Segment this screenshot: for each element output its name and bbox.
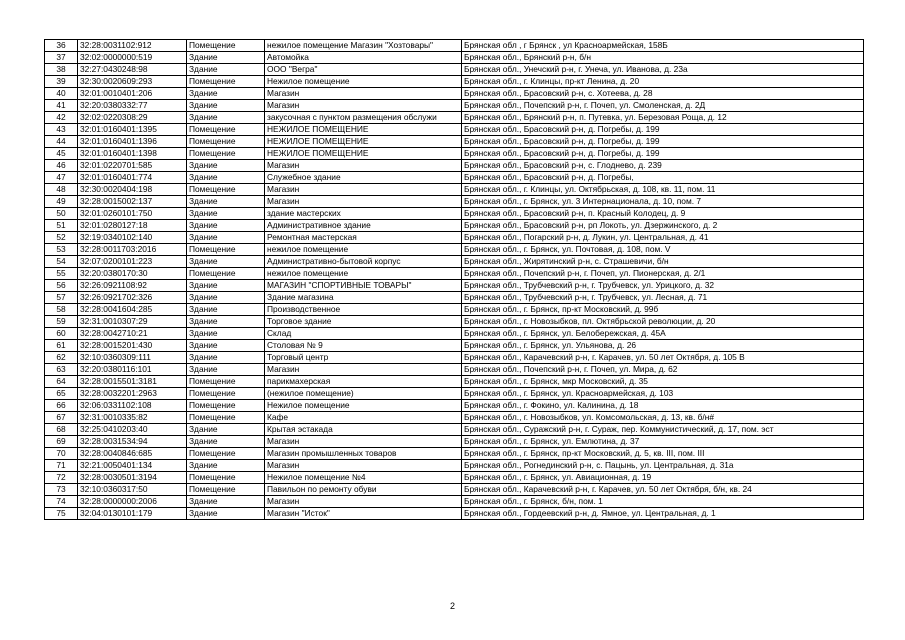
row-number-cell: 55 — [45, 268, 78, 280]
object-name-cell: Административное здание — [265, 220, 462, 232]
table-row — [45, 256, 864, 268]
table-row — [45, 376, 864, 388]
object-type-cell: Здание — [187, 424, 265, 436]
object-type-cell: Помещение — [187, 448, 265, 460]
row-number-cell: 51 — [45, 220, 78, 232]
object-name-cell: Служебное здание — [265, 172, 462, 184]
row-number-cell: 37 — [45, 52, 78, 64]
row-number-cell: 58 — [45, 304, 78, 316]
row-number-cell: 57 — [45, 292, 78, 304]
address-cell: Брянская обл., г. Брянск, ул. Красноармейская, д. 103 — [462, 388, 864, 400]
cadastral-number-cell: 32:28:0011703:2016 — [78, 244, 187, 256]
address-cell: Брянская обл., Рогнединский р-н, с. Пацынь, ул. Центральная, д. 31а — [462, 460, 864, 472]
cadastral-number-cell: 32:01:0260101:750 — [78, 208, 187, 220]
object-type-cell: Помещение — [187, 124, 265, 136]
object-type-cell: Помещение — [187, 400, 265, 412]
object-name-cell: НЕЖИЛОЕ ПОМЕЩЕНИЕ — [265, 136, 462, 148]
table-row — [45, 160, 864, 172]
row-number-cell: 43 — [45, 124, 78, 136]
object-type-cell: Помещение — [187, 76, 265, 88]
cadastral-number-cell: 32:19:0340102:140 — [78, 232, 187, 244]
address-cell: Брянская обл., Брянский р-н, п. Путевка, ул. Березовая Роща, д. 12 — [462, 112, 864, 124]
cadastral-number-cell: 32:01:0160401:1395 — [78, 124, 187, 136]
cadastral-number-cell: 32:01:0160401:1398 — [78, 148, 187, 160]
cadastral-number-cell: 32:01:0160401:774 — [78, 172, 187, 184]
object-type-cell: Помещение — [187, 184, 265, 196]
object-name-cell: Кафе — [265, 412, 462, 424]
row-number-cell: 53 — [45, 244, 78, 256]
cadastral-number-cell: 32:31:0010307:29 — [78, 316, 187, 328]
object-name-cell: МАГАЗИН "СПОРТИВНЫЕ ТОВАРЫ" — [265, 280, 462, 292]
address-cell: Брянская обл., Карачевский р-н, г. Карачев, ул. 50 лет Октября, б/н, кв. 24 — [462, 484, 864, 496]
address-cell: Брянская обл., г. Брянск, ул. Ульянова, д. 26 — [462, 340, 864, 352]
address-cell: Брянская обл., Брасовский р-н, д. Погребы, д. 199 — [462, 148, 864, 160]
table-row — [45, 196, 864, 208]
table-row — [45, 88, 864, 100]
object-type-cell: Здание — [187, 52, 265, 64]
cadastral-number-cell: 32:01:0010401:206 — [78, 88, 187, 100]
table-row — [45, 316, 864, 328]
row-number-cell: 68 — [45, 424, 78, 436]
table-row — [45, 52, 864, 64]
page-number: 2 — [449, 601, 455, 611]
address-cell: Брянская обл., Трубчевский р-н, г. Трубчевск, ул. Лесная, д. 71 — [462, 292, 864, 304]
object-type-cell: Помещение — [187, 376, 265, 388]
object-name-cell: Здание магазина — [265, 292, 462, 304]
address-cell: Брянская обл., Почепский р-н, г. Почеп, ул. Смоленская, д. 2Д — [462, 100, 864, 112]
address-cell: Брянская обл., Брасовский р-н, с. Глоднево, д. 239 — [462, 160, 864, 172]
cadastral-number-cell: 32:30:0020609:293 — [78, 76, 187, 88]
object-name-cell: Магазин — [265, 460, 462, 472]
object-type-cell: Здание — [187, 508, 265, 520]
address-cell: Брянская обл., г. Брянск, мкр Московский, д. 35 — [462, 376, 864, 388]
object-type-cell: Помещение — [187, 412, 265, 424]
table-row — [45, 424, 864, 436]
cadastral-number-cell: 32:01:0280127:18 — [78, 220, 187, 232]
cadastral-number-cell: 32:02:0220308:29 — [78, 112, 187, 124]
table-row — [45, 388, 864, 400]
object-type-cell: Помещение — [187, 484, 265, 496]
table-row — [45, 148, 864, 160]
object-type-cell: Здание — [187, 172, 265, 184]
object-name-cell: Магазин — [265, 364, 462, 376]
address-cell: Брянская обл., г. Брянск, пр-кт Московский, д. 99б — [462, 304, 864, 316]
cadastral-number-cell: 32:20:0380116:101 — [78, 364, 187, 376]
object-name-cell: нежилое помещение — [265, 244, 462, 256]
row-number-cell: 47 — [45, 172, 78, 184]
row-number-cell: 65 — [45, 388, 78, 400]
cadastral-number-cell: 32:28:0030501:3194 — [78, 472, 187, 484]
table-row — [45, 76, 864, 88]
object-name-cell: Производственное — [265, 304, 462, 316]
object-type-cell: Здание — [187, 316, 265, 328]
table-row — [45, 472, 864, 484]
object-type-cell: Здание — [187, 496, 265, 508]
row-number-cell: 74 — [45, 496, 78, 508]
table-row — [45, 112, 864, 124]
table-row — [45, 304, 864, 316]
object-name-cell: ООО "Вегра" — [265, 64, 462, 76]
cadastral-number-cell: 32:01:0220701:585 — [78, 160, 187, 172]
address-cell: Брянская обл., Суражский р-н, г. Сураж, пер. Коммунистический, д. 17, пом. эст — [462, 424, 864, 436]
address-cell: Брянская обл., г. Новозыбков, пл. Октябрьской революции, д. 20 — [462, 316, 864, 328]
cadastral-number-cell: 32:28:0031534:94 — [78, 436, 187, 448]
row-number-cell: 46 — [45, 160, 78, 172]
row-number-cell: 72 — [45, 472, 78, 484]
address-cell: Брянская обл., Брасовский р-н, п. Красный Колодец, д. 9 — [462, 208, 864, 220]
table-row — [45, 448, 864, 460]
row-number-cell: 45 — [45, 148, 78, 160]
table-row — [45, 220, 864, 232]
cadastral-number-cell: 32:28:0031102:912 — [78, 40, 187, 52]
row-number-cell: 75 — [45, 508, 78, 520]
object-type-cell: Здание — [187, 304, 265, 316]
cadastral-number-cell: 32:21:0050401:134 — [78, 460, 187, 472]
cadastral-number-cell: 32:10:0360317:50 — [78, 484, 187, 496]
object-name-cell: нежилое помещение Магазин "Хозтовары" — [265, 40, 462, 52]
row-number-cell: 71 — [45, 460, 78, 472]
object-name-cell: Магазин промышленных товаров — [265, 448, 462, 460]
address-cell: Брянская обл., Брянский р-н, б/н — [462, 52, 864, 64]
table-row — [45, 100, 864, 112]
property-registry-table — [44, 39, 864, 520]
cadastral-number-cell: 32:28:0042710:21 — [78, 328, 187, 340]
row-number-cell: 38 — [45, 64, 78, 76]
table-row — [45, 280, 864, 292]
row-number-cell: 44 — [45, 136, 78, 148]
address-cell: Брянская обл., г. Новозыбков, ул. Комсомольская, д. 13, кв. б/н# — [462, 412, 864, 424]
cadastral-number-cell: 32:28:0040846:685 — [78, 448, 187, 460]
object-name-cell: Крытая эстакада — [265, 424, 462, 436]
address-cell: Брянская обл., г. Брянск, ул. Почтовая, д. 108, пом. V — [462, 244, 864, 256]
object-name-cell: Автомойка — [265, 52, 462, 64]
table-row — [45, 340, 864, 352]
object-type-cell: Здание — [187, 436, 265, 448]
table-row — [45, 484, 864, 496]
object-name-cell: Нежилое помещение — [265, 400, 462, 412]
object-name-cell: Магазин — [265, 496, 462, 508]
object-type-cell: Здание — [187, 364, 265, 376]
cadastral-number-cell: 32:26:0921108:92 — [78, 280, 187, 292]
object-type-cell: Здание — [187, 280, 265, 292]
object-type-cell: Здание — [187, 292, 265, 304]
table-row — [45, 136, 864, 148]
cadastral-number-cell: 32:20:0380332:77 — [78, 100, 187, 112]
table-row — [45, 208, 864, 220]
cadastral-number-cell: 32:07:0200101:223 — [78, 256, 187, 268]
object-type-cell: Здание — [187, 160, 265, 172]
cadastral-number-cell: 32:28:0032201:2963 — [78, 388, 187, 400]
row-number-cell: 62 — [45, 352, 78, 364]
row-number-cell: 63 — [45, 364, 78, 376]
cadastral-number-cell: 32:02:0000000:519 — [78, 52, 187, 64]
cadastral-number-cell: 32:25:0410203:40 — [78, 424, 187, 436]
object-type-cell: Здание — [187, 88, 265, 100]
table-row — [45, 124, 864, 136]
object-name-cell: Торговое здание — [265, 316, 462, 328]
address-cell: Брянская обл., Гордеевский р-н, д. Ямное, ул. Центральная, д. 1 — [462, 508, 864, 520]
object-name-cell: Магазин — [265, 160, 462, 172]
object-name-cell: Торговый центр — [265, 352, 462, 364]
object-type-cell: Здание — [187, 232, 265, 244]
address-cell: Брянская обл., г. Брянск, ул. 3 Интернационала, д. 10, пом. 7 — [462, 196, 864, 208]
address-cell: Брянская обл., Брасовский р-н, с. Хотеева, д. 28 — [462, 88, 864, 100]
row-number-cell: 69 — [45, 436, 78, 448]
address-cell: Брянская обл., г. Брянск, ул. Белобережская, д. 45А — [462, 328, 864, 340]
object-type-cell: Здание — [187, 64, 265, 76]
object-name-cell: парикмахерская — [265, 376, 462, 388]
object-type-cell: Здание — [187, 100, 265, 112]
table-row — [45, 436, 864, 448]
object-name-cell: Магазин "Исток" — [265, 508, 462, 520]
cadastral-number-cell: 32:27:0430248:98 — [78, 64, 187, 76]
row-number-cell: 50 — [45, 208, 78, 220]
address-cell: Брянская обл., Почепский р-н, г. Почеп, ул. Мира, д. 62 — [462, 364, 864, 376]
address-cell: Брянская обл., Жирятинский р-н, с. Страшевичи, б/н — [462, 256, 864, 268]
registry-body — [45, 40, 864, 520]
object-type-cell: Здание — [187, 196, 265, 208]
table-row — [45, 64, 864, 76]
table-row — [45, 508, 864, 520]
address-cell: Брянская обл., г. Клинцы, пр-кт Ленина, д. 20 — [462, 76, 864, 88]
address-cell: Брянская обл., г. Брянск, б/н, пом. 1 — [462, 496, 864, 508]
cadastral-number-cell: 32:26:0921702:326 — [78, 292, 187, 304]
row-number-cell: 56 — [45, 280, 78, 292]
object-name-cell: нежилое помещение — [265, 268, 462, 280]
object-type-cell: Здание — [187, 352, 265, 364]
address-cell: Брянская обл., Брасовский р-н, д. Погребы, — [462, 172, 864, 184]
address-cell: Брянская обл., г. Клинцы, ул. Октябрьская, д. 108, кв. 11, пом. 11 — [462, 184, 864, 196]
object-type-cell: Помещение — [187, 148, 265, 160]
address-cell: Брянская обл., Унечский р-н, г. Унеча, ул. Иванова, д. 23а — [462, 64, 864, 76]
object-name-cell: НЕЖИЛОЕ ПОМЕЩЕНИЕ — [265, 148, 462, 160]
row-number-cell: 42 — [45, 112, 78, 124]
address-cell: Брянская обл., Трубчевский р-н, г. Трубчевск, ул. Урицкого, д. 32 — [462, 280, 864, 292]
object-name-cell: Столовая № 9 — [265, 340, 462, 352]
address-cell: Брянская обл., г. Брянск, ул. Авиационная, д. 19 — [462, 472, 864, 484]
object-type-cell: Здание — [187, 328, 265, 340]
address-cell: Брянская обл , г Брянск , ул Красноармейская, 158Б — [462, 40, 864, 52]
object-name-cell: Магазин — [265, 196, 462, 208]
cadastral-number-cell: 32:30:0020404:198 — [78, 184, 187, 196]
object-name-cell: здание мастерских — [265, 208, 462, 220]
row-number-cell: 40 — [45, 88, 78, 100]
object-type-cell: Помещение — [187, 388, 265, 400]
cadastral-number-cell: 32:28:0015002:137 — [78, 196, 187, 208]
row-number-cell: 64 — [45, 376, 78, 388]
cadastral-number-cell: 32:01:0160401:1396 — [78, 136, 187, 148]
table-row — [45, 268, 864, 280]
object-type-cell: Здание — [187, 340, 265, 352]
object-name-cell: Нежилое помещение №4 — [265, 472, 462, 484]
cadastral-number-cell: 32:28:0041604:285 — [78, 304, 187, 316]
object-type-cell: Здание — [187, 220, 265, 232]
address-cell: Брянская обл., Погарский р-н, д. Лукин, ул. Центральная, д. 41 — [462, 232, 864, 244]
object-name-cell: НЕЖИЛОЕ ПОМЕЩЕНИЕ — [265, 124, 462, 136]
table-row — [45, 352, 864, 364]
object-name-cell: (нежилое помещение) — [265, 388, 462, 400]
object-type-cell: Здание — [187, 256, 265, 268]
object-name-cell: Магазин — [265, 184, 462, 196]
object-name-cell: Склад — [265, 328, 462, 340]
address-cell: Брянская обл., г. Брянск, пр-кт Московский, д. 5, кв. III, пом. III — [462, 448, 864, 460]
cadastral-number-cell: 32:04:0130101:179 — [78, 508, 187, 520]
cadastral-number-cell: 32:28:0015501:3181 — [78, 376, 187, 388]
object-type-cell: Здание — [187, 112, 265, 124]
address-cell: Брянская обл., г. Брянск, ул. Емлютина, д. 37 — [462, 436, 864, 448]
table-row — [45, 412, 864, 424]
row-number-cell: 73 — [45, 484, 78, 496]
address-cell: Брянская обл., г. Фокино, ул. Калинина, д. 18 — [462, 400, 864, 412]
object-type-cell: Здание — [187, 460, 265, 472]
table-row — [45, 244, 864, 256]
object-name-cell: Административно-бытовой корпус — [265, 256, 462, 268]
cadastral-number-cell: 32:28:0015201:430 — [78, 340, 187, 352]
address-cell: Брянская обл., Брасовский р-н, д. Погребы, д. 199 — [462, 136, 864, 148]
table-row — [45, 232, 864, 244]
address-cell: Брянская обл., Брасовский р-н, д. Погребы, д. 199 — [462, 124, 864, 136]
cadastral-number-cell: 32:20:0380170:30 — [78, 268, 187, 280]
row-number-cell: 36 — [45, 40, 78, 52]
row-number-cell: 48 — [45, 184, 78, 196]
row-number-cell: 39 — [45, 76, 78, 88]
address-cell: Брянская обл., Почепский р-н, г. Почеп, ул. Пионерская, д. 2/1 — [462, 268, 864, 280]
cadastral-number-cell: 32:28:0000000:2006 — [78, 496, 187, 508]
cadastral-number-cell: 32:31:0010335:82 — [78, 412, 187, 424]
row-number-cell: 52 — [45, 232, 78, 244]
object-type-cell: Здание — [187, 208, 265, 220]
table-row — [45, 364, 864, 376]
cadastral-number-cell: 32:10:0360309:111 — [78, 352, 187, 364]
table-row — [45, 40, 864, 52]
object-name-cell: Магазин — [265, 100, 462, 112]
table-row — [45, 172, 864, 184]
object-type-cell: Помещение — [187, 472, 265, 484]
object-name-cell: Магазин — [265, 436, 462, 448]
address-cell: Брянская обл., Брасовский р-н, рп Локоть, ул. Дзержинского, д. 2 — [462, 220, 864, 232]
row-number-cell: 61 — [45, 340, 78, 352]
object-type-cell: Помещение — [187, 244, 265, 256]
row-number-cell: 54 — [45, 256, 78, 268]
row-number-cell: 67 — [45, 412, 78, 424]
object-name-cell: Магазин — [265, 88, 462, 100]
row-number-cell: 66 — [45, 400, 78, 412]
cadastral-number-cell: 32:06:0331102:108 — [78, 400, 187, 412]
table-row — [45, 496, 864, 508]
object-name-cell: Ремонтная мастерская — [265, 232, 462, 244]
object-name-cell: Нежилое помещение — [265, 76, 462, 88]
table-row — [45, 400, 864, 412]
row-number-cell: 41 — [45, 100, 78, 112]
table-row — [45, 460, 864, 472]
object-type-cell: Помещение — [187, 40, 265, 52]
row-number-cell: 49 — [45, 196, 78, 208]
object-type-cell: Помещение — [187, 136, 265, 148]
object-name-cell: Павильон по ремонту обуви — [265, 484, 462, 496]
object-type-cell: Помещение — [187, 268, 265, 280]
row-number-cell: 60 — [45, 328, 78, 340]
address-cell: Брянская обл., Карачевский р-н, г. Карачев, ул. 50 лет Октября, д. 105 В — [462, 352, 864, 364]
table-row — [45, 184, 864, 196]
row-number-cell: 70 — [45, 448, 78, 460]
row-number-cell: 59 — [45, 316, 78, 328]
table-row — [45, 292, 864, 304]
object-name-cell: закусочная с пунктом размещения обслужи — [265, 112, 462, 124]
table-row — [45, 328, 864, 340]
